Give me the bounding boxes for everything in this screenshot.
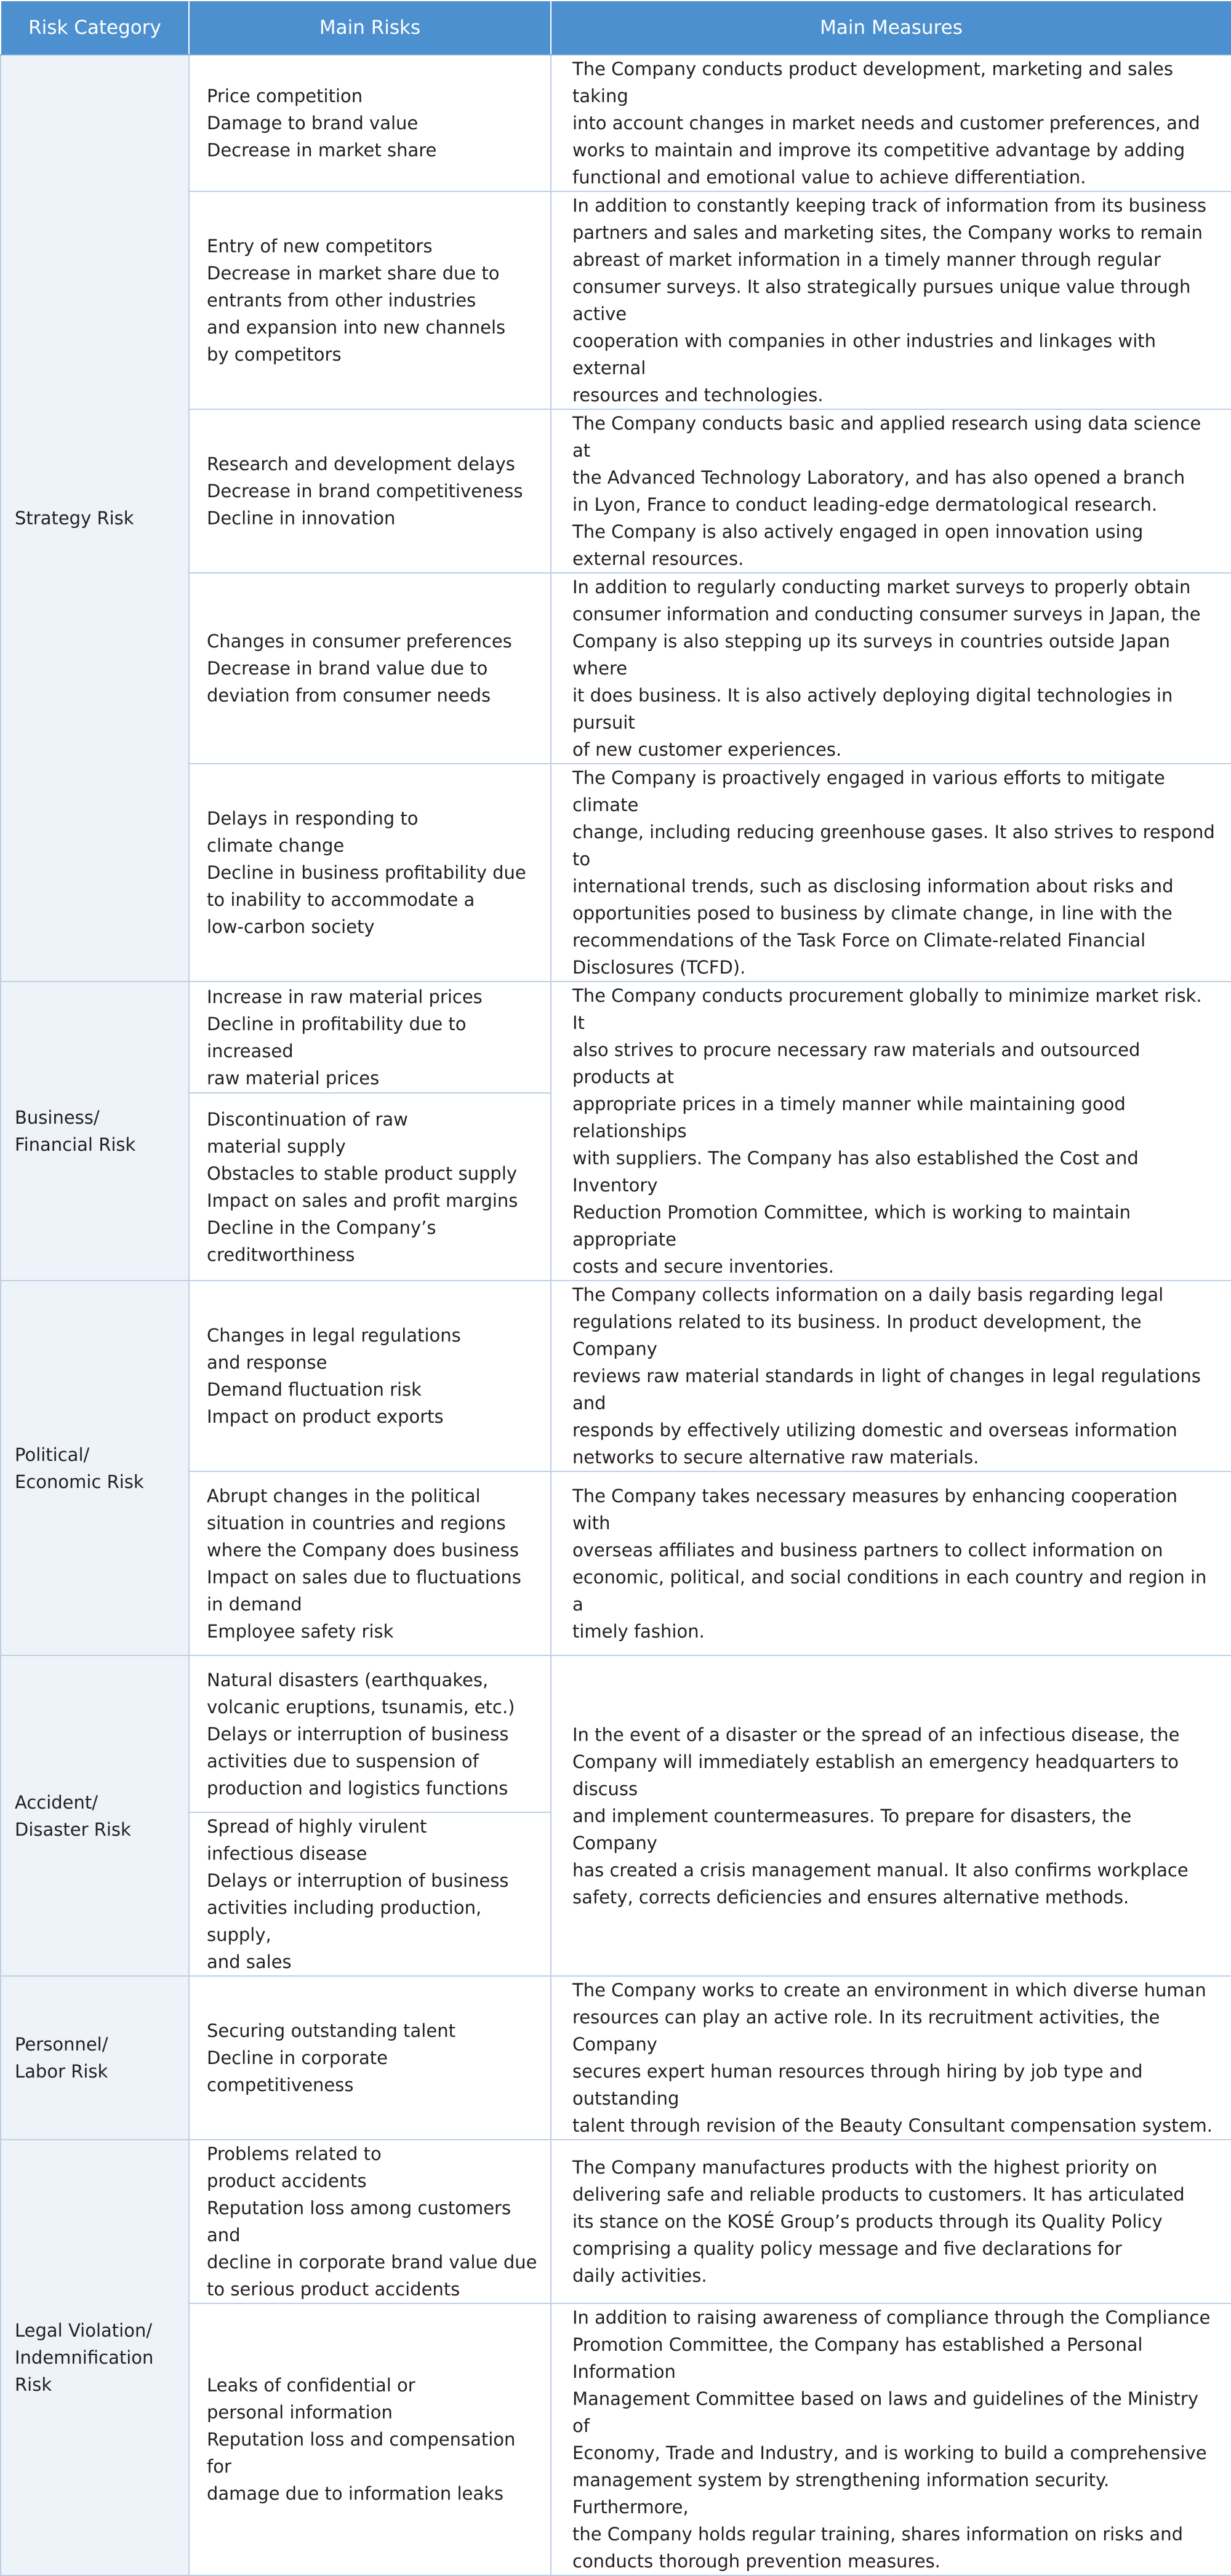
risk-title: Changes in consumer preferences [207, 631, 512, 652]
risk-title: Price competition [207, 86, 363, 106]
risk-cell [189, 2140, 551, 2303]
measure-cell [551, 1281, 1231, 1471]
measure-text: The Company conducts procurement globally to minimize market risk. It also strives to procure necessary raw materials and outsourced products at appropriate prices in a timely manner while maintaining good relationships with suppliers. The Company has also established the Cost and Inventory Reduction Promotion Committee, which is working to maintain appropriate costs and secure inventories. [572, 985, 1202, 1277]
measure-cell [551, 2140, 1231, 2303]
measure-text: The Company takes necessary measures by enhancing cooperation with overseas affiliates and business partners to collect information on economic, political, and social conditions in each country and region in a timely fashion. [572, 1485, 1207, 1642]
risk-title: Spread of highly virulent infectious disease [207, 1816, 427, 1864]
risk-description: Decline in profitability due to increased raw material prices [207, 1013, 467, 1089]
measure-cell [551, 2303, 1231, 2575]
measure-text: The Company works to create an environment in which diverse human resources can play an active role. In its recruitment activities, the Company secures expert human resources through hiring by job type and outstanding talent through revision of the Beauty Consultant compensation system. [572, 1980, 1213, 2136]
measure-cell [551, 573, 1231, 764]
measure-cell [551, 982, 1231, 1281]
risk-cell [189, 1281, 551, 1471]
risk-cell [189, 2303, 551, 2575]
header-row [1, 1, 1231, 55]
risk-title: Natural disasters (earthquakes, volcanic eruptions, tsunamis, etc.) [207, 1669, 515, 1718]
risk-cell [189, 1471, 551, 1655]
measure-cell [551, 1655, 1231, 1976]
risk-cell [189, 1655, 551, 1812]
risk-cell [189, 55, 551, 191]
risk-description: Delays or interruption of business activities including production, supply, and sales [207, 1870, 509, 1972]
risk-description: Decrease in brand competitiveness Decline in innovation [207, 481, 523, 529]
measure-text: In addition to regularly conducting market surveys to properly obtain consumer information and conducting consumer surveys in Japan, the Company is also stepping up its surveys in countries outside Japan where it does business. It is also actively deploying digital technologies in pursuit of new customer experiences. [572, 577, 1201, 760]
header-risk-category: Risk Category [1, 1, 189, 55]
measure-text: The Company conducts product development, marketing and sales taking into account changes in market needs and customer preferences, and works to maintain and improve its competitive advantage by adding functional and emotional value to achieve differentiation. [572, 58, 1200, 188]
risk-title: Changes in legal regulations and response [207, 1325, 461, 1373]
measure-text: In addition to raising awareness of compliance through the Compliance Promotion Committee, the Company has established a Personal Information Management Committee based on laws and guidelines of the Ministry of Economy, Trade and Industry, and is working to build a comprehensive management system by strengthening information security. Furthermore, the Company holds regular training, shares information on risks and conducts thorough prevention measures. [572, 2307, 1211, 2572]
risk-description: Decline in corporate competitiveness [207, 2047, 388, 2095]
category-label: Legal Violation/ Indemnification Risk [15, 2320, 154, 2395]
header-main-risks: Main Risks [189, 1, 551, 55]
measure-cell [551, 55, 1231, 191]
risk-title: Problems related to product accidents [207, 2143, 382, 2191]
category-label: Business/ Financial Risk [15, 1107, 136, 1155]
measure-text: The Company conducts basic and applied research using data science at the Advanced Technology Laboratory, and has also opened a branch in Lyon, France to conduct leading-edge dermatological research. The Company is also actively engaged in open innovation using external resources. [572, 413, 1201, 569]
risk-cell [189, 982, 551, 1093]
risk-cell [189, 1812, 551, 1976]
risk-description: Delays or interruption of business activities due to suspension of production and logistics functions [207, 1723, 509, 1799]
measure-cell [551, 409, 1231, 573]
risk-title: Increase in raw material prices [207, 986, 483, 1007]
measure-text: In addition to constantly keeping track of information from its business partners and sales and marketing sites, the Company works to remain abreast of market information in a timely manner through regular consumer surveys. It also strategically pursues unique value through active cooperation with companies in other industries and linkages with external resources and technologies. [572, 195, 1206, 406]
category-cell-strategy [1, 55, 189, 982]
category-cell-accident-disaster [1, 1655, 189, 1976]
risk-cell [189, 1976, 551, 2140]
risk-description: Decline in business profitability due to inability to accommodate a low-carbon society [207, 862, 526, 937]
risk-title: Delays in responding to climate change [207, 808, 419, 856]
category-label: Accident/ Disaster Risk [15, 1791, 131, 1840]
risk-description: Reputation loss among customers and decline in corporate brand value due to serious product accidents [207, 2198, 537, 2300]
measure-text: The Company collects information on a daily basis regarding legal regulations related to its business. In product development, the Company reviews raw material standards in light of changes in legal regulations and responds by effectively utilizing domestic and overseas information networks to secure alternative raw materials. [572, 1284, 1201, 1468]
table-row [1, 55, 1231, 191]
measure-text: In the event of a disaster or the spread of an infectious disease, the Company will immediately establish an emergency headquarters to discuss and implement countermeasures. To prepare for disasters, the Company has created a crisis management manual. It also confirms workplace safety, corrects deficiencies and ensures alternative methods. [572, 1724, 1189, 1908]
risk-cell [189, 1093, 551, 1281]
measure-text: The Company manufactures products with the highest priority on delivering safe and reliable products to customers. It has articulated its stance on the KOSÉ Group’s products through its Quality Policy comprising a quality policy message and five declarations for daily activities. [572, 2157, 1185, 2286]
table-row [1, 982, 1231, 1093]
measure-text: The Company is proactively engaged in various efforts to mitigate climate change, including reducing greenhouse gases. It also strives to respond to international trends, such as disclosing information about risks and opportunities posed to business by climate change, in line with the recommendations of the Task Force on Climate-related Financial Disclosures (TCFD). [572, 767, 1215, 978]
risk-cell [189, 409, 551, 573]
measure-cell [551, 1976, 1231, 2140]
measure-cell [551, 1471, 1231, 1655]
measure-cell [551, 191, 1231, 409]
risk-title: Securing outstanding talent [207, 2020, 455, 2041]
risk-description: Decrease in brand value due to deviation from consumer needs [207, 658, 491, 706]
category-cell-legal-violation [1, 2140, 189, 2575]
risk-title: Abrupt changes in the political situation in countries and regions where the Company does business [207, 1485, 519, 1561]
risk-description: Impact on sales due to fluctuations in demand Employee safety risk [207, 1566, 521, 1642]
category-cell-personnel-labor [1, 1976, 189, 2140]
risk-title: Leaks of confidential or personal information [207, 2375, 415, 2423]
measure-cell [551, 764, 1231, 982]
risk-cell [189, 764, 551, 982]
risk-cell [189, 573, 551, 764]
risk-description: Damage to brand value Decrease in market share [207, 113, 437, 161]
risk-title: Discontinuation of raw material supply [207, 1108, 408, 1157]
risk-description: Reputation loss and compensation for damage due to information leaks [207, 2429, 516, 2504]
risk-title: Entry of new competitors [207, 236, 433, 257]
category-cell-political-economic [1, 1281, 189, 1655]
header-main-measures: Main Measures [551, 1, 1231, 55]
risk-cell [189, 191, 551, 409]
risk-title: Research and development delays [207, 454, 515, 474]
category-cell-business-financial [1, 982, 189, 1281]
category-label: Personnel/ Labor Risk [15, 2034, 108, 2082]
table-row [1, 1976, 1231, 2140]
table-row [1, 2140, 1231, 2303]
risk-description: Demand fluctuation risk Impact on product exports [207, 1379, 444, 1427]
table-row [1, 1281, 1231, 1471]
risk-description: Decrease in market share due to entrants from other industries and expansion into new channels by competitors [207, 263, 506, 365]
category-label: Strategy Risk [15, 508, 134, 529]
category-label: Political/ Economic Risk [15, 1444, 144, 1492]
table-row [1, 1655, 1231, 1812]
risk-description: Obstacles to stable product supply Impact on sales and profit margins Decline in the Company’s creditworthiness [207, 1162, 518, 1265]
